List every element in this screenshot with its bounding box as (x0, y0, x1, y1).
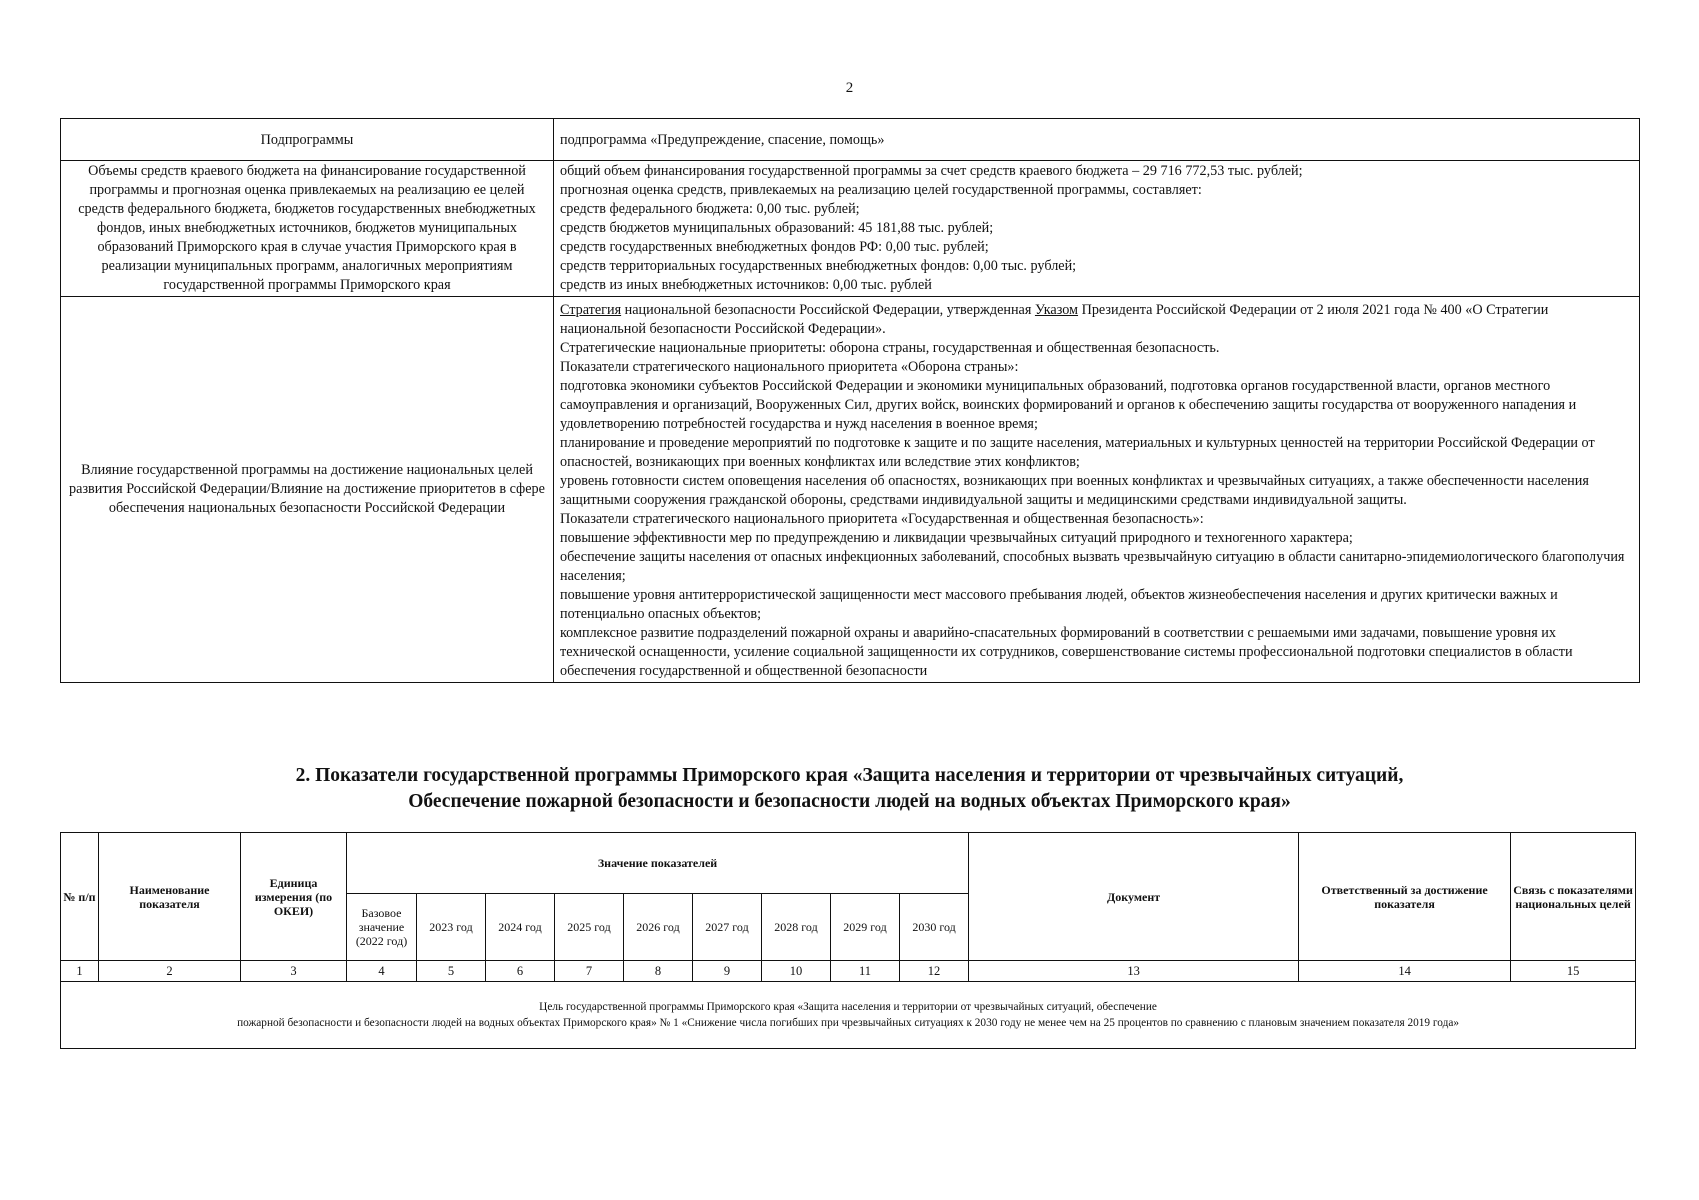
column-number: 6 (486, 961, 555, 982)
column-number: 10 (762, 961, 831, 982)
column-number: 13 (969, 961, 1299, 982)
column-number: 8 (624, 961, 693, 982)
passport-value-funding (554, 161, 1640, 297)
influence-line: Стратегические национальные приоритеты: оборона страны, государственная и общественная безопасность. (560, 340, 1220, 356)
column-number: 3 (241, 961, 347, 982)
influence-line: уровень готовности систем оповещения населения об опасностях, возникающих при военных конфликтах и чрезвычайных ситуациях, а также обеспеченности населения защитными сооружения гражданской обороны, средствами индивидуальной защиты и медицинскими средствами индивидуальной защиты. (560, 473, 1589, 508)
funding-line: средств из иных внебюджетных источников: 0,00 тыс. рублей (560, 277, 932, 293)
column-numbers-row (61, 961, 1636, 982)
header-responsible: Ответственный за достижение показателя (1299, 833, 1511, 961)
passport-value-subprograms (554, 119, 1640, 161)
section-title-line-1: 2. Показатели государственной программы Приморского края «Защита населения и территории от чрезвычайных ситуаций, (295, 765, 1404, 786)
influence-line: подготовка экономики субъектов Российской Федерации и экономики муниципальных образований, подготовка органов государственной власти, органов местного самоуправления и организаций, Вооруженных Сил, других войск, воинских формирований и органов к обеспечению защиты государства от вооруженного нападения и удовлетворению потребностей государства и нужд населения в военное время; (560, 378, 1577, 432)
influence-line: планирование и проведение мероприятий по подготовке к защите и по защите населения, материальных и культурных ценностей на территории Российской Федерации от опасностей, возникающих при военных конфликтах или вследствие этих конфликтов; (560, 435, 1595, 470)
header-national-link: Связь с показателями национальных целей (1511, 833, 1636, 961)
header-year: 2029 год (831, 894, 900, 961)
funding-line: прогнозная оценка средств, привлекаемых на реализацию целей государственной программы, составляет: (560, 182, 1202, 198)
header-name: Наименование показателя (99, 833, 241, 961)
column-number: 7 (555, 961, 624, 982)
funding-line: средств федерального бюджета: 0,00 тыс. рублей; (560, 201, 860, 217)
header-year: 2028 год (762, 894, 831, 961)
influence-line: Показатели стратегического национального приоритета «Оборона страны»: (560, 359, 1019, 375)
influence-line: обеспечение защиты населения от опасных инфекционных заболеваний, способных вызвать чрезвычайную ситуацию в области санитарно-эпидемиологического благополучия населения; (560, 549, 1625, 584)
funding-line: средств государственных внебюджетных фондов РФ: 0,00 тыс. рублей; (560, 239, 989, 255)
header-unit: Единица измерения (по ОКЕИ) (241, 833, 347, 961)
header-year: 2026 год (624, 894, 693, 961)
column-number: 9 (693, 961, 762, 982)
header-year: 2030 год (900, 894, 969, 961)
program-goal-line-2: пожарной безопасности и безопасности людей на водных объектах Приморского края» № 1 «Снижение числа погибших при чрезвычайных ситуациях к 2030 году не менее чем на 25 процентов по сравнению с плановым значением показателя 2019 года» (237, 1017, 1459, 1029)
passport-value-influence (554, 297, 1640, 683)
influence-line: повышение уровня антитеррористической защищенности мест массового пребывания людей, объектов жизнеобеспечения населения и других критически важных и потенциально опасных объектов; (560, 587, 1558, 622)
passport-label-funding: Объемы средств краевого бюджета на финансирование государственной программы и прогнозная оценка привлекаемых на реализацию ее целей средств федерального бюджета, бюджетов государственных внебюджетных фондов, иных внебюджетных источников, бюджетов муниципальных образований Приморского края в случае участия Приморского края в реализации муниципальных программ, аналогичных мероприятиям государственной программы Приморского края (61, 161, 554, 297)
decree-link[interactable]: Указом (1034, 302, 1079, 318)
passport-table (60, 118, 1640, 683)
column-number: 15 (1511, 961, 1636, 982)
influence-line: повышение эффективности мер по предупреждению и ликвидации чрезвычайных ситуаций природного и техногенного характера; (560, 530, 1353, 546)
passport-label-subprograms: Подпрограммы (61, 119, 554, 161)
passport-label-influence: Влияние государственной программы на достижение национальных целей развития Российской Федерации/Влияние на достижение приоритетов в сфере обеспечения национальных безопасности Российской Федерации (61, 297, 554, 683)
funding-line: средств бюджетов муниципальных образований: 45 181,88 тыс. рублей; (560, 220, 994, 236)
header-year: 2025 год (555, 894, 624, 961)
column-number: 11 (831, 961, 900, 982)
strategy-link[interactable]: Стратегия (560, 302, 622, 318)
goal-row (61, 982, 1636, 1049)
passport-row-funding (61, 161, 1640, 297)
strategy-reference: Стратегия национальной безопасности Российской Федерации, утвержденная Указом Президента Российской Федерации от 2 июля 2021 года № 400 «О Стратегии национальной безопасности Российской Федерации». (560, 302, 1549, 337)
program-goal (61, 982, 1636, 1049)
subprogram-text: подпрограмма «Предупреждение, спасение, помощь» (560, 132, 885, 148)
header-num: № п/п (61, 833, 99, 961)
funding-line: общий объем финансирования государственной программы за счет средств краевого бюджета – 29 716 772,53 тыс. рублей; (560, 163, 1303, 179)
column-number: 5 (417, 961, 486, 982)
column-number: 4 (347, 961, 417, 982)
section-title-line-2: Обеспечение пожарной безопасности и безопасности людей на водных объектах Приморского края» (408, 791, 1291, 812)
funding-line: средств территориальных государственных внебюджетных фондов: 0,00 тыс. рублей; (560, 258, 1077, 274)
passport-row-influence (61, 297, 1640, 683)
header-base-value: Базовое значение (2022 год) (347, 894, 417, 961)
column-number: 1 (61, 961, 99, 982)
header-year: 2027 год (693, 894, 762, 961)
header-year: 2023 год (417, 894, 486, 961)
column-number: 2 (99, 961, 241, 982)
header-year: 2024 год (486, 894, 555, 961)
table-header-row (61, 833, 1636, 894)
influence-line: Показатели стратегического национального приоритета «Государственная и общественная безопасность»: (560, 511, 1204, 527)
program-goal-line-1: Цель государственной программы Приморского края «Защита населения и территории от чрезвычайных ситуаций, обеспечение (539, 1001, 1157, 1013)
column-number: 14 (1299, 961, 1511, 982)
influence-line: комплексное развитие подразделений пожарной охраны и аварийно-спасательных формирований в соответствии с решаемыми ими задачами, повышение уровня их технической оснащенности, усиление социальной защищенности их сотрудников, совершенствование системы профессиональной подготовки специалистов в области обеспечения государственной и общественной безопасности (560, 625, 1573, 679)
section-title (0, 763, 1699, 815)
indicators-table (60, 832, 1636, 1049)
header-values-group: Значение показателей (347, 833, 969, 894)
column-number: 12 (900, 961, 969, 982)
header-document: Документ (969, 833, 1299, 961)
passport-row-subprograms (61, 119, 1640, 161)
page-number: 2 (845, 80, 854, 96)
